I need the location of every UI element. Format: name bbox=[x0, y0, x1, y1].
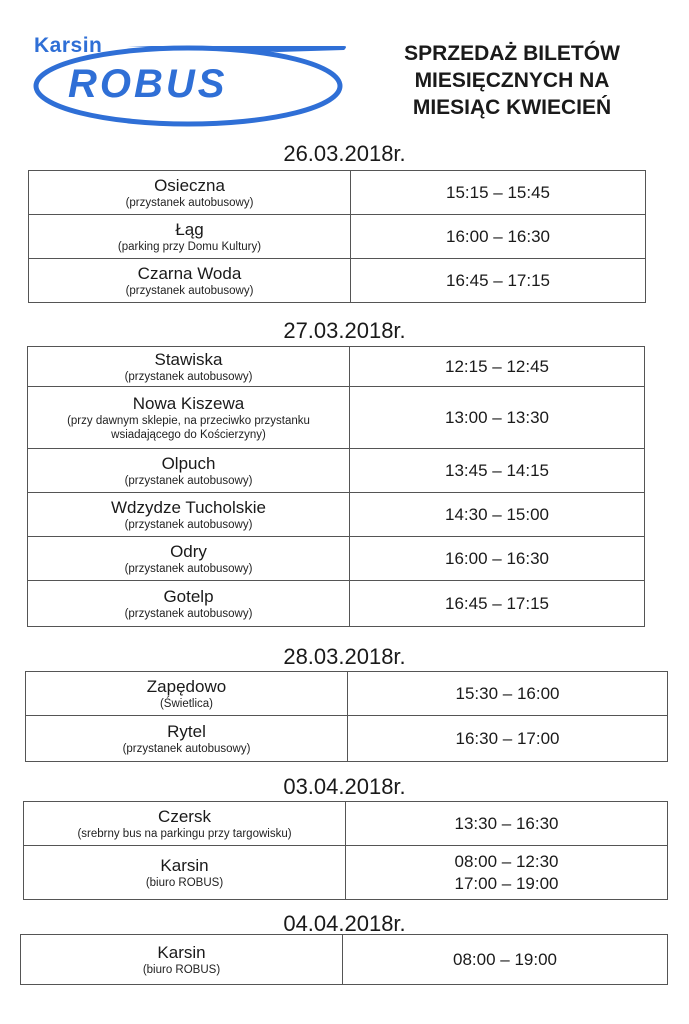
place-cell bbox=[28, 347, 350, 387]
time-value: 17:00 – 19:00 bbox=[454, 873, 559, 893]
time-value: 16:45 – 17:15 bbox=[445, 593, 549, 613]
time-value: 13:00 – 13:30 bbox=[445, 407, 549, 427]
logo-karsin-text: Karsin bbox=[34, 34, 103, 57]
time-cell bbox=[351, 171, 646, 215]
time-cell bbox=[346, 846, 668, 900]
place-name: Zapędowo bbox=[146, 676, 227, 696]
table-row bbox=[28, 387, 645, 449]
time-cell bbox=[348, 672, 668, 716]
place-name: Odry bbox=[170, 541, 207, 561]
time-value: 12:15 – 12:45 bbox=[445, 356, 549, 376]
section-date: 03.04.2018r. bbox=[283, 774, 406, 799]
table-row bbox=[24, 846, 668, 900]
time-cell bbox=[346, 802, 668, 846]
schedule-table bbox=[23, 801, 668, 900]
time-value: 16:00 – 16:30 bbox=[445, 548, 549, 568]
place-name: Stawiska bbox=[154, 349, 223, 369]
place-cell bbox=[29, 215, 351, 259]
table-row bbox=[24, 802, 668, 846]
time-value: 16:30 – 17:00 bbox=[455, 728, 560, 748]
time-value: 13:30 – 16:30 bbox=[454, 813, 559, 833]
table-row bbox=[29, 171, 646, 215]
place-cell bbox=[29, 171, 351, 215]
robus-logo bbox=[28, 30, 348, 130]
time-value: 14:30 – 15:00 bbox=[445, 504, 549, 524]
section-date: 27.03.2018r. bbox=[283, 318, 406, 343]
place-name: Łąg bbox=[175, 219, 204, 239]
place-note: (Świetlica) bbox=[159, 697, 214, 710]
place-note: (przy dawnym sklepie, na przeciwko przystanku bbox=[67, 414, 310, 427]
section-date: 28.03.2018r. bbox=[283, 644, 406, 669]
place-note: (przystanek autobusowy) bbox=[124, 607, 253, 620]
place-cell bbox=[26, 716, 348, 762]
place-note: (przystanek autobusowy) bbox=[124, 562, 253, 575]
time-cell bbox=[350, 493, 645, 537]
place-name: Nowa Kiszewa bbox=[132, 393, 245, 413]
time-value: 15:15 – 15:45 bbox=[446, 182, 550, 202]
section-date: 26.03.2018r. bbox=[283, 141, 406, 166]
place-cell bbox=[21, 935, 343, 985]
time-cell bbox=[350, 581, 645, 627]
time-value: 15:30 – 16:00 bbox=[455, 683, 560, 703]
table-row bbox=[28, 347, 645, 387]
place-note: (przystanek autobusowy) bbox=[124, 518, 253, 531]
table-row bbox=[29, 215, 646, 259]
table-row bbox=[21, 935, 668, 985]
time-cell bbox=[350, 537, 645, 581]
table-row bbox=[26, 672, 668, 716]
time-cell bbox=[351, 259, 646, 303]
place-name: Osieczna bbox=[154, 175, 225, 195]
schedule-table bbox=[27, 346, 645, 627]
place-cell bbox=[28, 581, 350, 627]
place-name: Czarna Woda bbox=[137, 263, 242, 283]
time-value: 08:00 – 19:00 bbox=[453, 949, 557, 969]
place-note: (parking przy Domu Kultury) bbox=[117, 240, 262, 253]
place-note: (przystanek autobusowy) bbox=[124, 474, 253, 487]
place-name: Wdzydze Tucholskie bbox=[111, 497, 266, 517]
place-note: (przystanek autobusowy) bbox=[125, 196, 254, 209]
title-line-3: MIESIĄC KWIECIEŃ bbox=[412, 96, 612, 119]
time-cell bbox=[350, 449, 645, 493]
time-cell bbox=[343, 935, 668, 985]
time-value: 13:45 – 14:15 bbox=[445, 460, 549, 480]
table-row bbox=[28, 581, 645, 627]
place-note: (przystanek autobusowy) bbox=[124, 370, 253, 383]
place-note: (przystanek autobusowy) bbox=[125, 284, 254, 297]
logo-robus-text: ROBUS bbox=[68, 62, 228, 106]
place-name: Karsin bbox=[160, 855, 209, 875]
table-row bbox=[28, 449, 645, 493]
time-cell bbox=[351, 215, 646, 259]
time-value: 16:45 – 17:15 bbox=[446, 270, 550, 290]
table-row bbox=[29, 259, 646, 303]
place-cell bbox=[28, 387, 350, 449]
table-row bbox=[28, 493, 645, 537]
place-name: Gotelp bbox=[163, 586, 214, 606]
schedule-table bbox=[25, 671, 668, 762]
place-cell bbox=[28, 537, 350, 581]
table-row bbox=[28, 537, 645, 581]
schedule-table bbox=[20, 934, 668, 985]
table-row bbox=[26, 716, 668, 762]
place-cell bbox=[24, 802, 346, 846]
place-cell bbox=[29, 259, 351, 303]
title-line-1: SPRZEDAŻ BILETÓW bbox=[404, 42, 620, 65]
place-cell bbox=[26, 672, 348, 716]
place-cell bbox=[28, 493, 350, 537]
title-line-2: MIESIĘCZNYCH NA bbox=[414, 69, 610, 92]
page-title bbox=[372, 40, 652, 121]
time-value: 16:00 – 16:30 bbox=[446, 226, 550, 246]
place-name: Czersk bbox=[158, 806, 211, 826]
place-cell bbox=[24, 846, 346, 900]
place-cell bbox=[28, 449, 350, 493]
place-name: Rytel bbox=[167, 721, 206, 741]
time-cell bbox=[348, 716, 668, 762]
place-name: Karsin bbox=[157, 942, 206, 962]
place-name: Olpuch bbox=[161, 453, 216, 473]
place-note: (srebrny bus na parkingu przy targowisku) bbox=[77, 827, 292, 840]
place-note: (przystanek autobusowy) bbox=[122, 742, 251, 755]
section-date: 04.04.2018r. bbox=[283, 911, 406, 936]
place-note: wsiadającego do Kościerzyny) bbox=[111, 428, 266, 441]
schedule-table bbox=[28, 170, 646, 303]
place-note: (biuro ROBUS) bbox=[145, 876, 224, 889]
time-cell bbox=[350, 387, 645, 449]
place-note: (biuro ROBUS) bbox=[142, 963, 221, 976]
time-cell bbox=[350, 347, 645, 387]
time-value: 08:00 – 12:30 bbox=[454, 851, 559, 871]
